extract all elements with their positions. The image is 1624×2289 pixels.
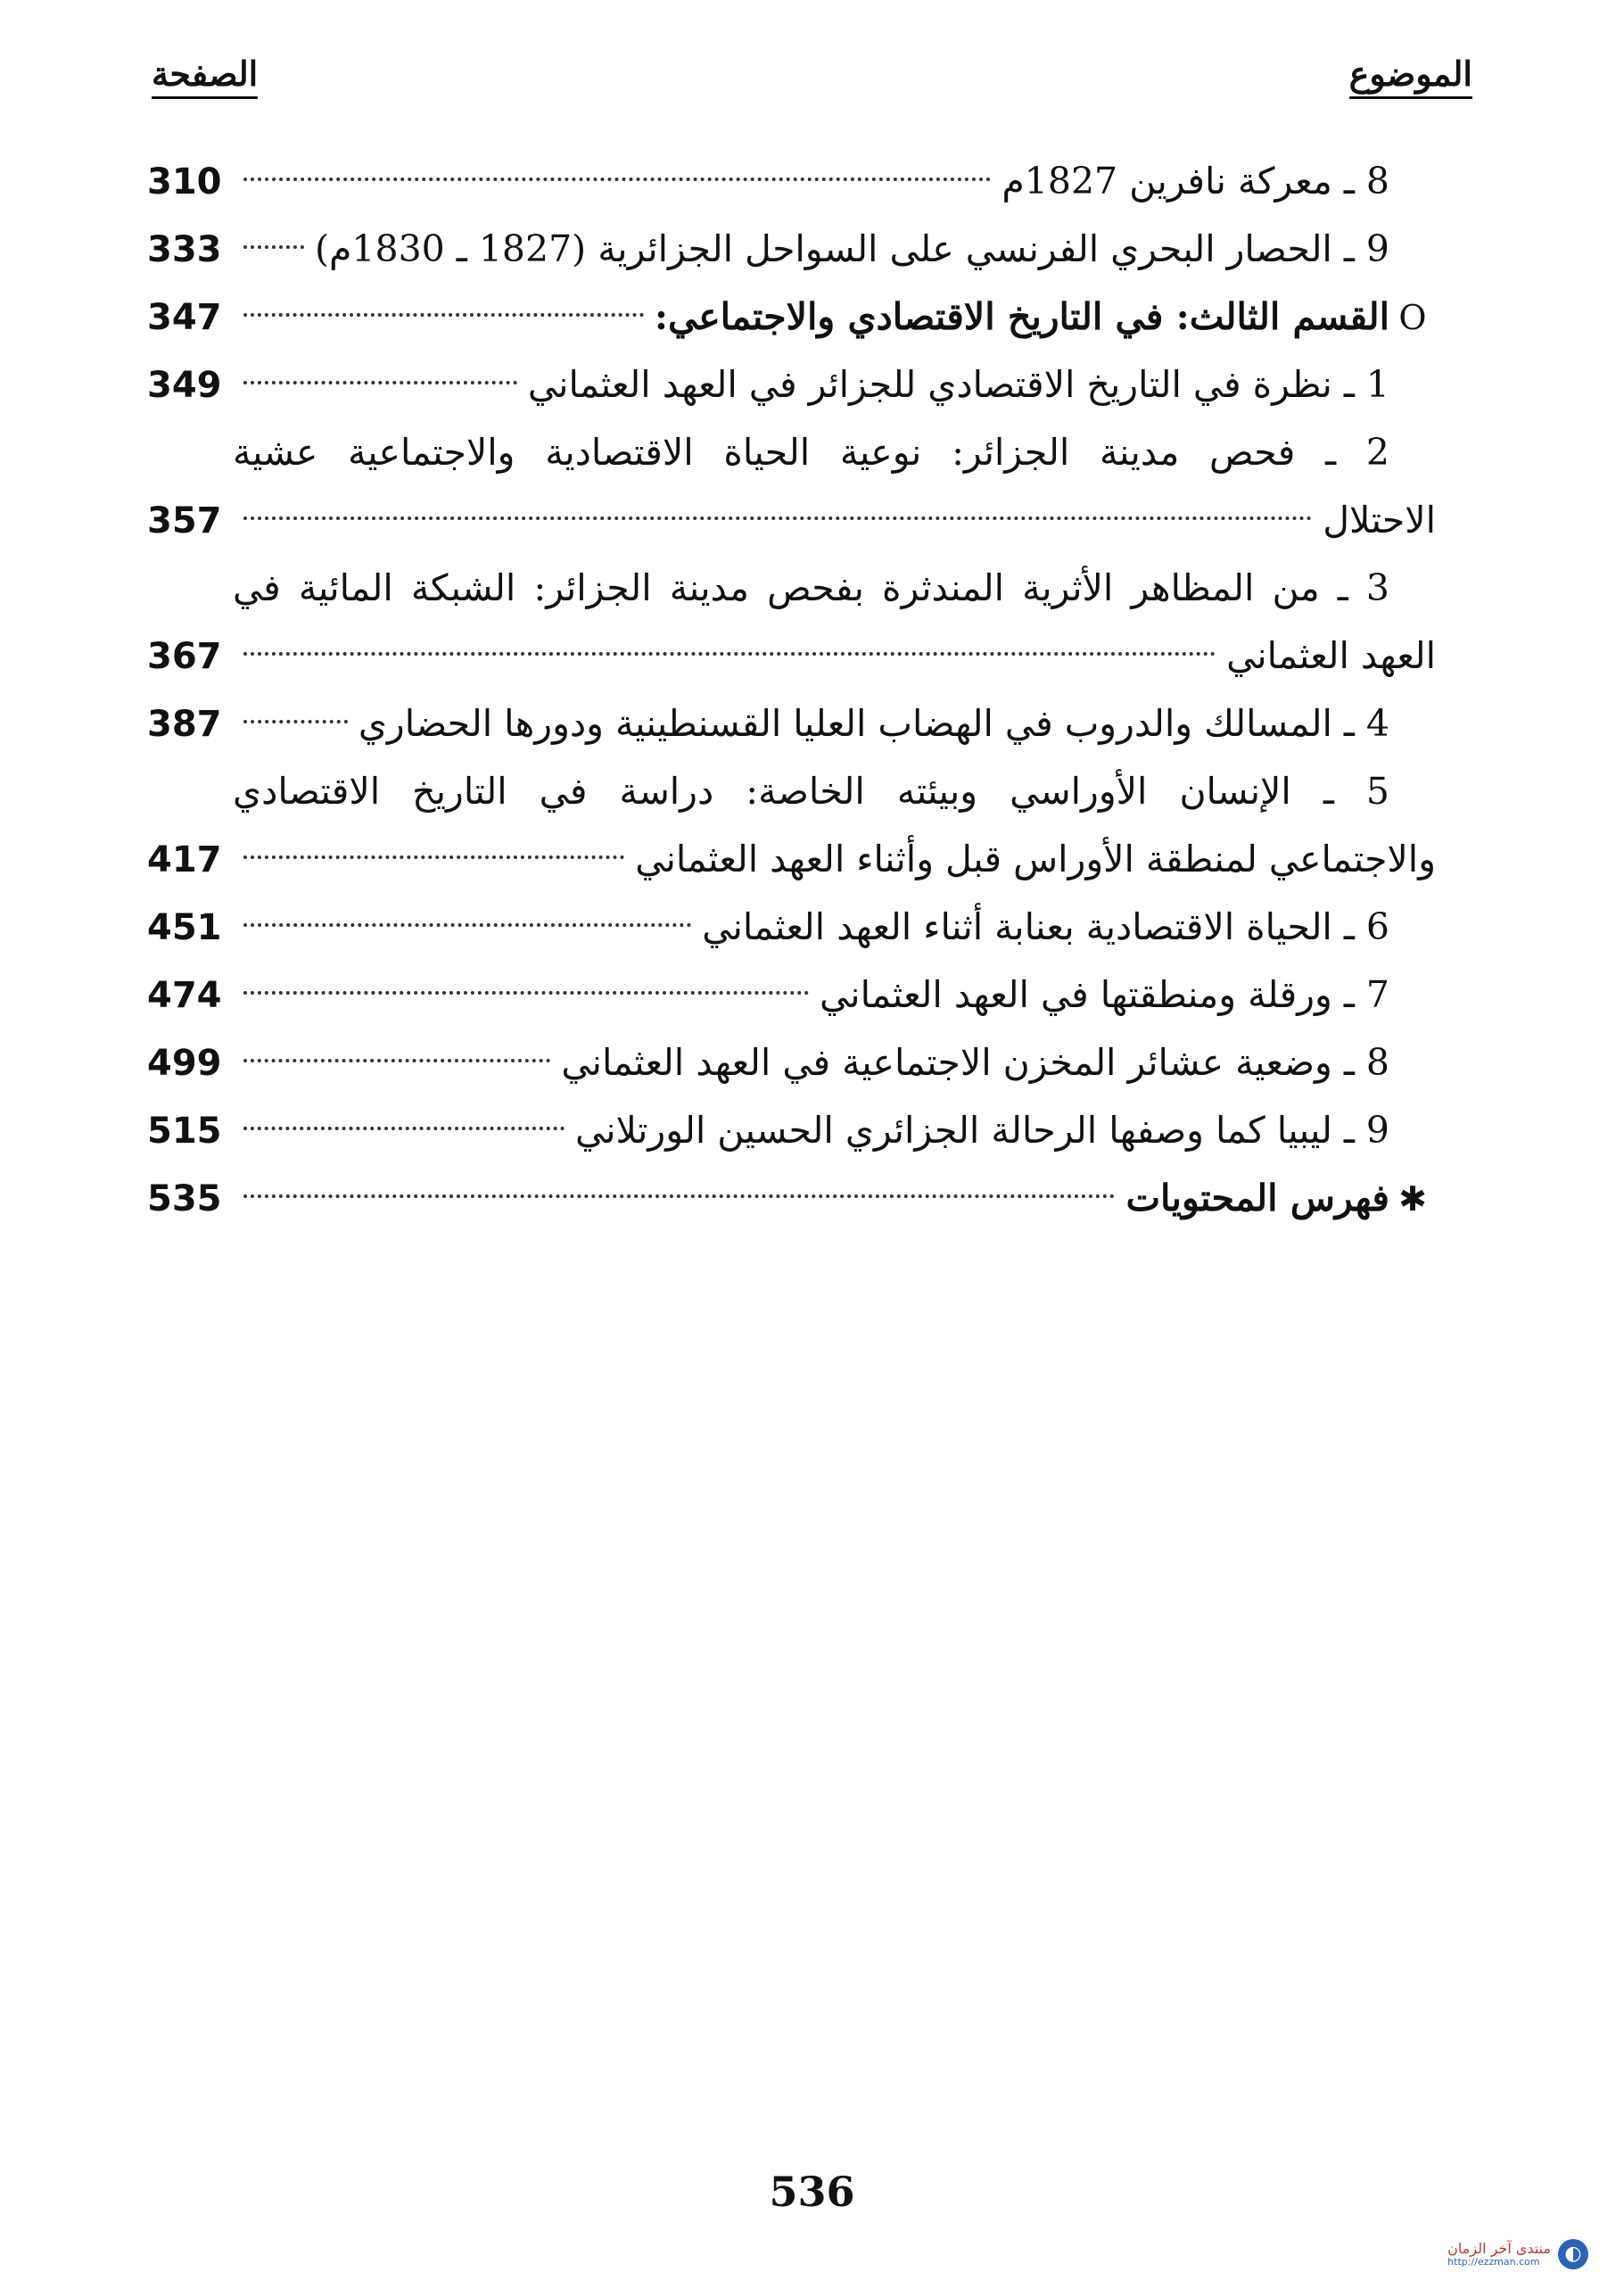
site-watermark [1447,2239,1588,2269]
entry-page-number: 347 [147,297,222,338]
asterisk-bullet-icon: ✱ [1398,1179,1427,1219]
circle-bullet-icon: O [1398,298,1427,337]
leader-dots [243,855,624,859]
entry-page-number: 474 [147,975,222,1016]
entry-title-line2: والاجتماعي لمنطقة الأوراس قبل وأثناء العهد العثماني [635,838,1436,880]
toc-entry-index [147,1164,1436,1232]
toc-entry [147,1029,1436,1096]
watermark-text [1447,2241,1551,2268]
entry-title: فهرس المحتويات [1125,1177,1389,1219]
toc-entry [147,690,1436,757]
leader-dots [243,720,348,723]
entry-title-line1: 2 ـ فحص مدينة الجزائر: نوعية الحياة الاقتصادية والاجتماعية عشية [233,431,1389,474]
leader-dots [243,516,1312,520]
entry-page-number: 515 [147,1111,222,1152]
leader-dots [243,178,991,181]
toc-entry [147,893,1436,961]
entry-title-line2: الاحتلال [1323,499,1436,541]
leader-dots [243,381,517,384]
toc-entry-line1 [147,554,1436,622]
toc-entry-line2 [147,622,1436,690]
toc-entry [147,1096,1436,1164]
leader-dots [243,1059,550,1062]
entry-title: 7 ـ ورقلة ومنطقتها في العهد العثماني [820,973,1389,1016]
entry-title: 9 ـ ليبيا كما وصفها الرحالة الجزائري الحسين الورتلاني [574,1109,1389,1152]
entry-page-number: 451 [147,907,222,948]
entry-title: القسم الثالث: في التاريخ الاقتصادي والاجتماعي: [654,295,1389,338]
watermark-url: http://ezzman.com [1447,2255,1540,2268]
entry-title-line1: 3 ـ من المظاهر الأثرية المندثرة بفحص مدينة الجزائر: الشبكة المائية في [233,566,1389,609]
entry-page-number: 310 [147,161,222,202]
entry-page-number: 417 [147,839,222,880]
entry-page-number: 499 [147,1043,222,1084]
toc-entry [147,215,1436,283]
entry-title: 8 ـ معركة نافرين 1827م [1002,160,1389,202]
leader-dots [243,652,1216,656]
entry-title: 1 ـ نظرة في التاريخ الاقتصادي للجزائر في العهد العثماني [527,363,1389,406]
leader-dots [243,313,644,317]
leader-dots [243,1127,565,1130]
entry-page-number: 367 [147,636,222,677]
leader-dots [243,245,304,249]
entry-title-line2: العهد العثماني [1226,634,1436,677]
toc-entry [147,351,1436,418]
entry-page-number: 535 [147,1178,222,1219]
entry-page-number: 357 [147,500,222,541]
toc-entry [147,147,1436,215]
entry-title: 4 ـ المسالك والدروب في الهضاب العليا القسنطينية ودورها الحضاري [358,702,1389,745]
page-folio-number: 536 [769,2168,855,2216]
leader-dots [243,1194,1115,1198]
topic-column-header: الموضوع [1349,55,1472,99]
entry-page-number: 349 [147,365,222,406]
entry-title: 6 ـ الحياة الاقتصادية بعنابة أثناء العهد العثماني [702,905,1389,948]
toc-entry-line2 [147,486,1436,554]
entry-title-line1: 5 ـ الإنسان الأوراسي وبيئته الخاصة: دراسة في التاريخ الاقتصادي [233,770,1389,813]
entry-title: 9 ـ الحصار البحري الفرنسي على السواحل الجزائرية (1827 ـ 1830م) [315,227,1389,270]
entry-page-number: 333 [147,229,222,270]
toc-section-heading [147,283,1436,351]
entry-title: 8 ـ وضعية عشائر المخزن الاجتماعية في العهد العثماني [561,1041,1389,1084]
toc-entry-line1 [147,418,1436,486]
forum-logo-icon: ◐ [1558,2239,1588,2269]
table-of-contents [147,147,1436,1232]
toc-entry-line1 [147,757,1436,825]
watermark-name: منتدى آخر الزمان [1447,2240,1551,2258]
toc-entry-line2 [147,825,1436,893]
leader-dots [243,991,809,995]
entry-page-number: 387 [147,704,222,745]
toc-entry [147,961,1436,1029]
page-column-header: الصفحة [152,55,258,99]
leader-dots [243,923,691,927]
